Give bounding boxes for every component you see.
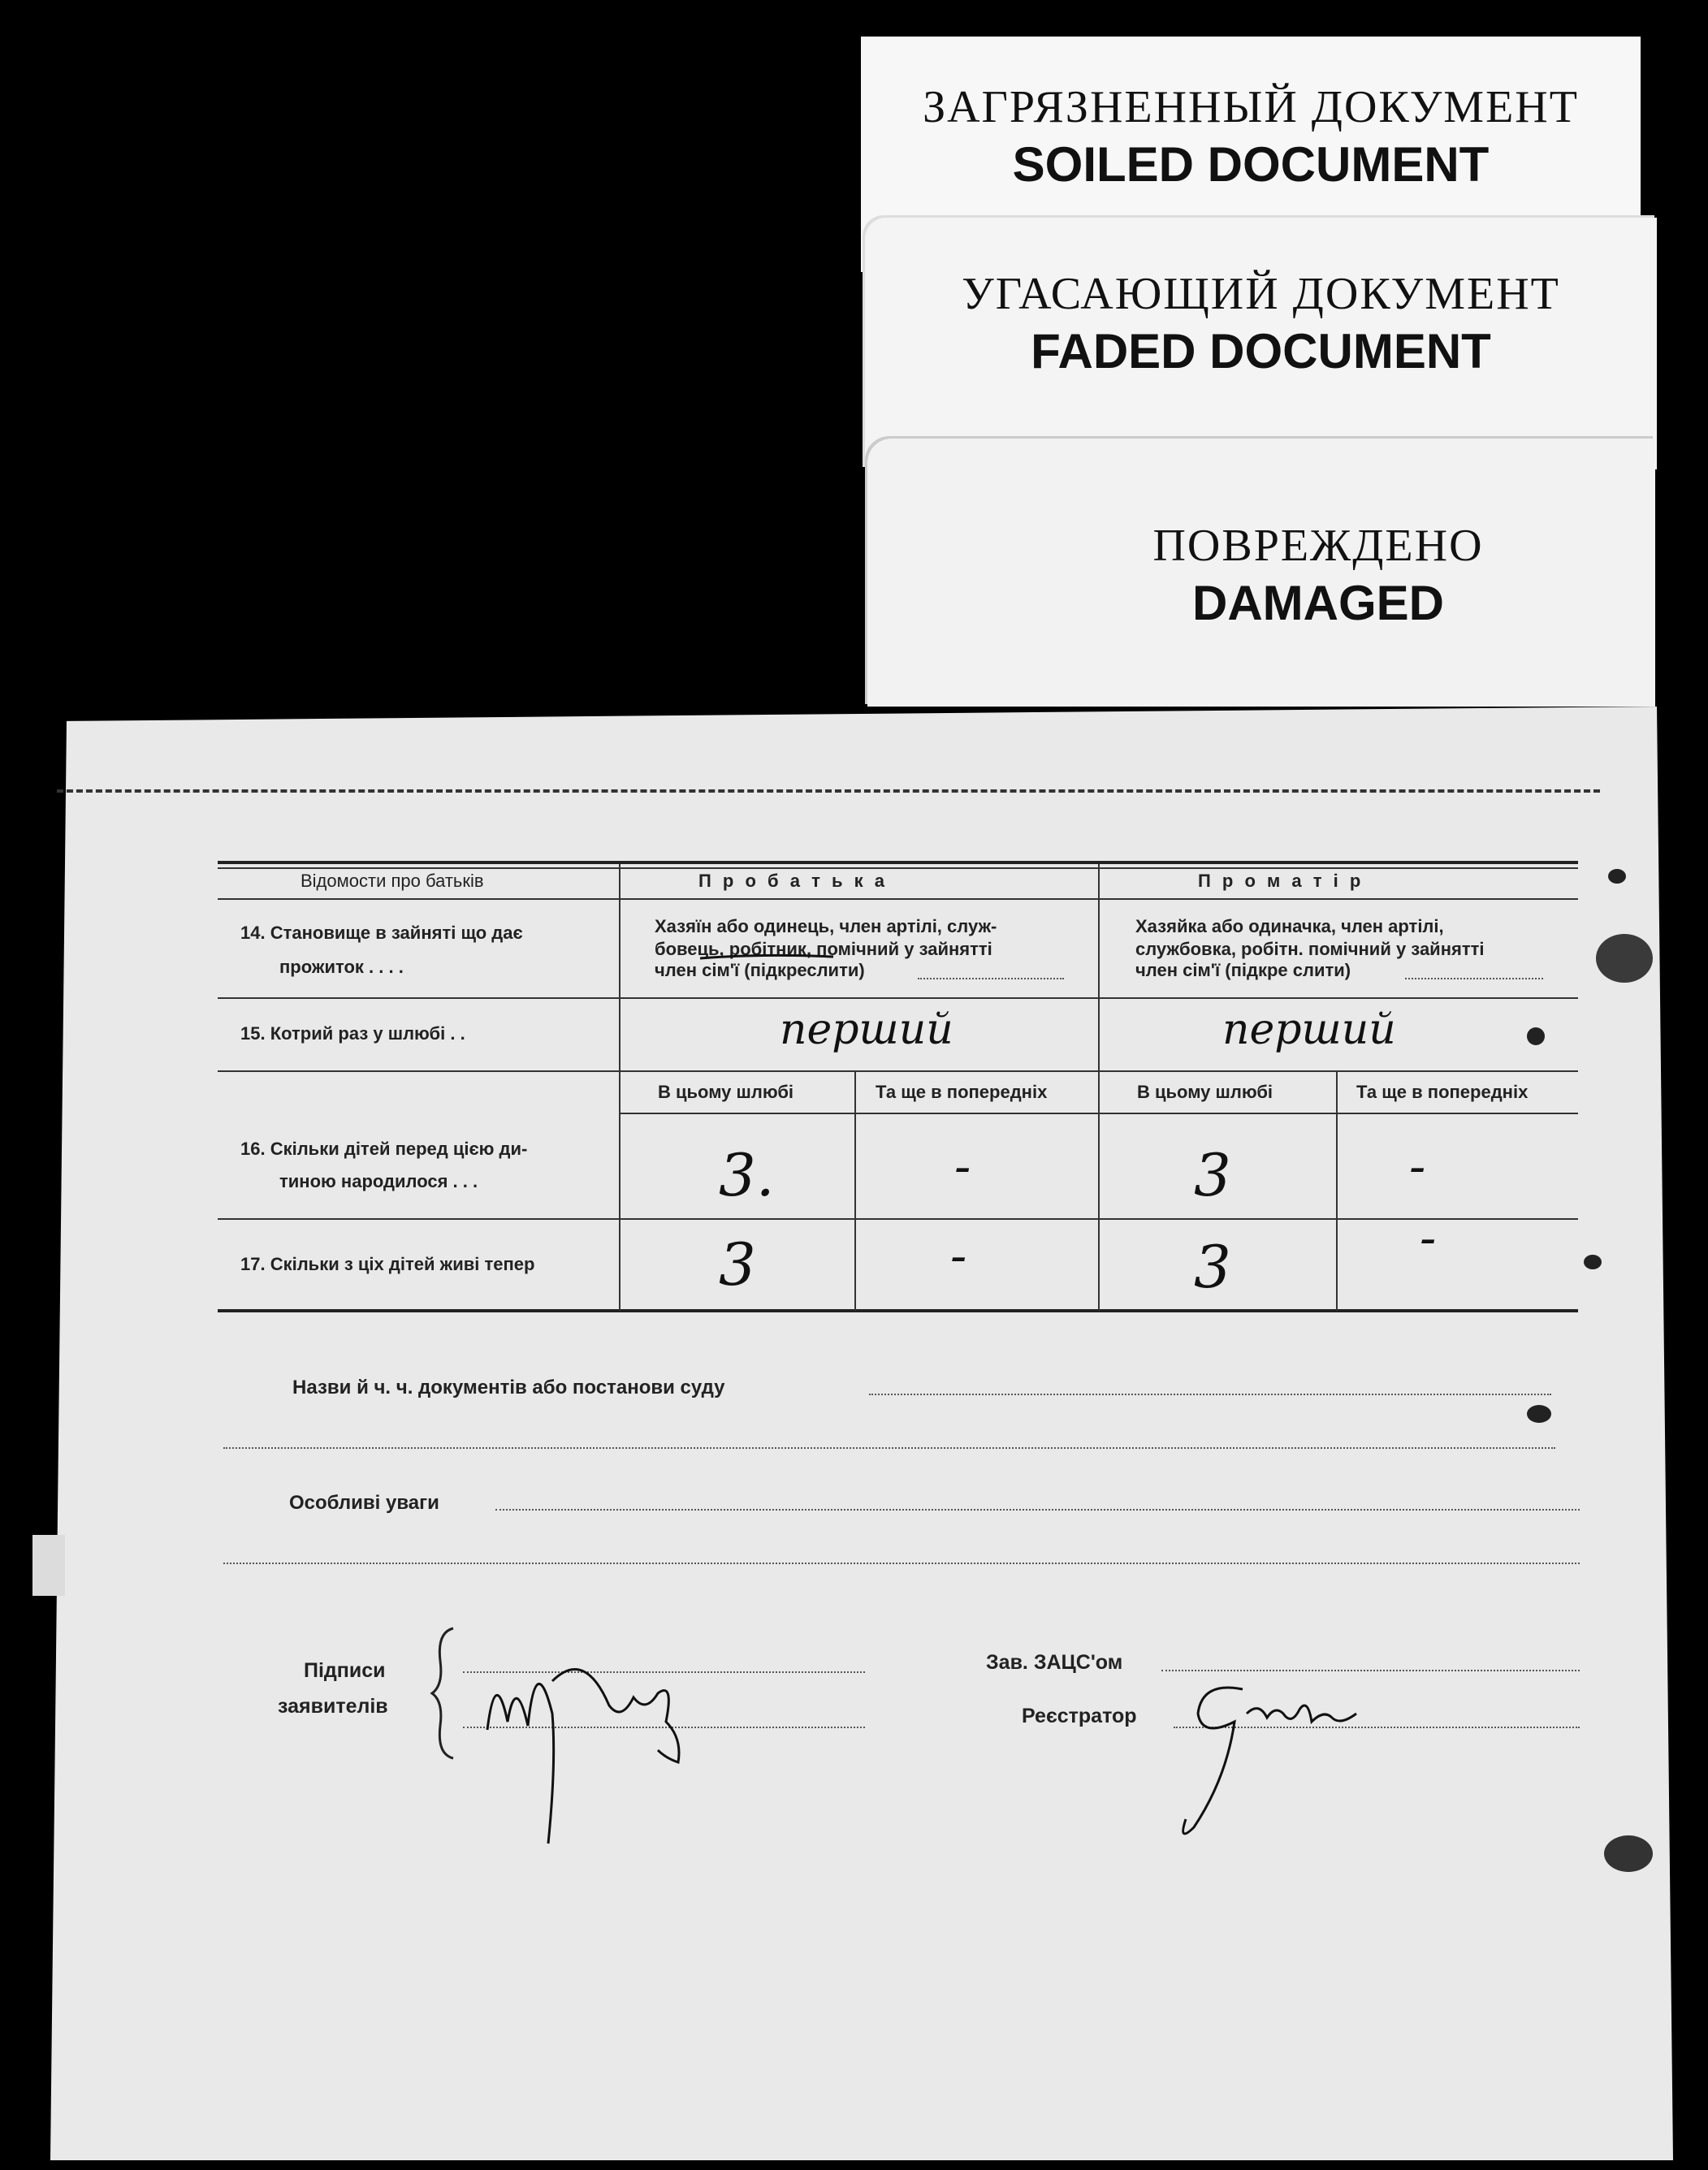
registrar-label: Реєстратор (1022, 1705, 1137, 1727)
row15-divider (218, 1070, 1578, 1072)
row17-label: 17. Скільки з ціх дітей живі тепер (240, 1254, 535, 1274)
header-about-father: П р о б а т ь к а (698, 871, 888, 891)
row14-mother-line2: службовка, робітн. помічний у зайнятті (1135, 939, 1485, 959)
row14-divider (218, 997, 1578, 999)
row14-mother-line1: Хазяйка або одиначка, член артілі, (1135, 916, 1444, 936)
row16-label-line2: тиною народилося . . . (279, 1171, 478, 1191)
row16-father-this: 3. (719, 1141, 775, 1209)
row16-mother-this: 3 (1194, 1141, 1231, 1209)
soiled-en-label: SOILED DOCUMENT (1012, 137, 1490, 192)
row14-father-line3: член сім'ї (підкреслити) (655, 960, 865, 980)
col-divider-mother-sub (1336, 1070, 1338, 1311)
col-divider-1 (619, 864, 621, 1311)
row17-mother-this: 3 (1194, 1233, 1231, 1301)
row14-label-line1: 14. Становище в зайняті що дає (240, 923, 523, 943)
damaged-ru-label: ПОВРЕЖДЕНО (1152, 521, 1484, 571)
table-top-border (218, 861, 1578, 864)
damaged-document-card (867, 439, 1655, 707)
col-divider-father-sub (854, 1070, 856, 1311)
hole-mark (1527, 1405, 1551, 1423)
perforation-line (57, 789, 1600, 793)
applicants-label-line1: Підписи (304, 1659, 386, 1682)
row16-divider (218, 1218, 1578, 1220)
soiled-ru-label: ЗАГРЯЗНЕННЫЙ ДОКУМЕНТ (923, 82, 1579, 132)
remarks-label: Особливі уваги (289, 1492, 439, 1514)
header-about-mother: П р о м а т і р (1198, 871, 1364, 891)
stain-mark (1604, 1835, 1653, 1872)
row17-mother-prev: - (1420, 1210, 1437, 1267)
table-bottom-border (218, 1309, 1578, 1312)
row16-mother-prev: - (1409, 1139, 1426, 1195)
table-top-border-inner (218, 867, 1578, 869)
subheader-previous-mother: Та ще в попередніх (1356, 1082, 1529, 1102)
hole-mark (1527, 1027, 1545, 1045)
row15-label: 15. Котрий раз у шлюбі . . (240, 1023, 465, 1044)
documents-label: Назви й ч. ч. документів або постанови суду (292, 1377, 725, 1398)
paper-torn-tab (32, 1535, 65, 1596)
row15-father-value: перший (780, 1005, 953, 1054)
row14-father-line2: бовець, робітник, помічний у зайнятті (655, 939, 992, 959)
subheader-this-marriage-mother: В цьому шлюбі (1137, 1082, 1273, 1102)
subheader-this-marriage-father: В цьому шлюбі (658, 1082, 794, 1102)
col-divider-2 (1098, 864, 1100, 1311)
subheader-previous-father: Та ще в попередніх (876, 1082, 1048, 1102)
remarks-dots-1 (495, 1509, 1580, 1511)
hole-mark (1584, 1255, 1602, 1269)
documents-dots-2 (223, 1447, 1555, 1449)
applicant-signature (471, 1616, 698, 1860)
applicants-label-line2: заявителів (278, 1695, 388, 1718)
row17-father-this: 3 (719, 1230, 756, 1299)
row14-father-line1: Хазяїн або одинець, член артілі, служ- (655, 916, 997, 936)
row15-mother-value: перший (1222, 1005, 1396, 1054)
documents-dots-1 (869, 1394, 1551, 1395)
row14-mother-dots (1405, 978, 1543, 979)
header-divider (218, 898, 1578, 900)
applicants-brace (429, 1624, 461, 1762)
row14-mother-line3: член сім'ї (підкре слити) (1135, 960, 1351, 980)
underline-mark (698, 952, 837, 963)
header-parents-info: Відомости про батьків (301, 871, 484, 891)
faded-en-label: FADED DOCUMENT (1031, 324, 1491, 378)
row14-label-line2: прожиток . . . . (279, 957, 404, 977)
registrar-signature (1170, 1665, 1405, 1844)
faded-ru-label: УГАСАЮЩИЙ ДОКУМЕНТ (962, 269, 1560, 319)
faded-document-card (865, 218, 1657, 469)
remarks-dots-2 (223, 1563, 1580, 1564)
row14-father-dots (918, 978, 1064, 979)
stain-mark (1596, 934, 1653, 983)
hole-mark (1608, 869, 1626, 884)
row17-father-prev: - (950, 1228, 967, 1285)
row16-label-line1: 16. Скільки дітей перед цією ди- (240, 1139, 528, 1159)
row16-father-prev: - (954, 1139, 971, 1195)
damaged-en-label: DAMAGED (1192, 576, 1444, 630)
head-zags-label: Зав. ЗАЦС'ом (986, 1651, 1123, 1674)
